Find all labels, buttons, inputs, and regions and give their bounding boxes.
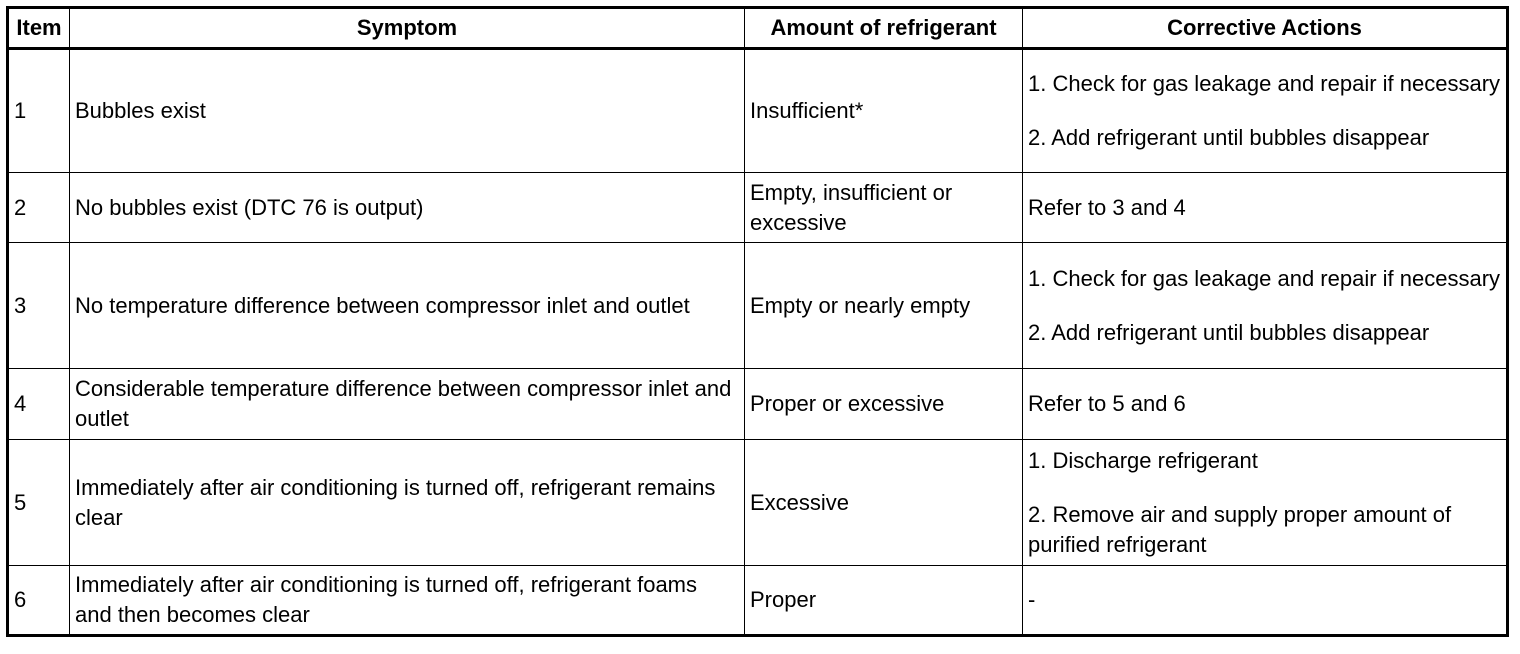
action-step: Refer to 5 and 6 [1028, 391, 1186, 416]
row-actions [1023, 440, 1508, 566]
row-actions [1023, 173, 1508, 243]
row-amount: Insufficient* [745, 49, 1023, 173]
header-amount: Amount of refrigerant [745, 8, 1023, 49]
row-item: 2 [8, 173, 70, 243]
row-actions [1023, 49, 1508, 173]
table-row [8, 173, 1508, 243]
table-row [8, 440, 1508, 566]
action-step: 2. Add refrigerant until bubbles disappear [1028, 125, 1430, 150]
header-row [8, 8, 1508, 49]
action-step: 1. Discharge refrigerant [1028, 447, 1258, 473]
table-row [8, 369, 1508, 440]
action-step: 2. Add refrigerant until bubbles disappear [1028, 319, 1430, 345]
row-actions [1023, 566, 1508, 636]
row-item: 3 [8, 243, 70, 369]
row-amount: Empty, insufficient or excessive [745, 173, 1023, 243]
header-symptom: Symptom [70, 8, 745, 49]
action-step: 1. Check for gas leakage and repair if necessary [1028, 71, 1501, 96]
header-item: Item [8, 8, 70, 49]
row-amount: Excessive [745, 440, 1023, 566]
row-item: 5 [8, 440, 70, 566]
row-symptom: No temperature difference between compressor inlet and outlet [70, 243, 745, 369]
action-step: 2. Remove air and supply proper amount of purified refrigerant [1028, 501, 1452, 557]
action-step: 1. Check for gas leakage and repair if necessary [1028, 265, 1501, 291]
header-actions: Corrective Actions [1023, 8, 1508, 49]
row-symptom: Bubbles exist [70, 49, 745, 173]
refrigerant-diagnosis-table [6, 6, 1509, 637]
row-symptom: Immediately after air conditioning is turned off, refrigerant remains clear [70, 440, 745, 566]
row-actions [1023, 243, 1508, 369]
row-actions [1023, 369, 1508, 440]
table-row [8, 243, 1508, 369]
table-row [8, 566, 1508, 636]
row-amount: Proper [745, 566, 1023, 636]
row-amount: Proper or excessive [745, 369, 1023, 440]
table-row [8, 49, 1508, 173]
row-amount: Empty or nearly empty [745, 243, 1023, 369]
action-step: Refer to 3 and 4 [1028, 194, 1186, 220]
row-symptom: Considerable temperature difference between compressor inlet and outlet [70, 369, 745, 440]
row-item: 6 [8, 566, 70, 636]
action-step: - [1028, 587, 1036, 612]
row-symptom: Immediately after air conditioning is turned off, refrigerant foams and then becomes clear [70, 566, 745, 636]
row-item: 1 [8, 49, 70, 173]
row-symptom: No bubbles exist (DTC 76 is output) [70, 173, 745, 243]
row-item: 4 [8, 369, 70, 440]
